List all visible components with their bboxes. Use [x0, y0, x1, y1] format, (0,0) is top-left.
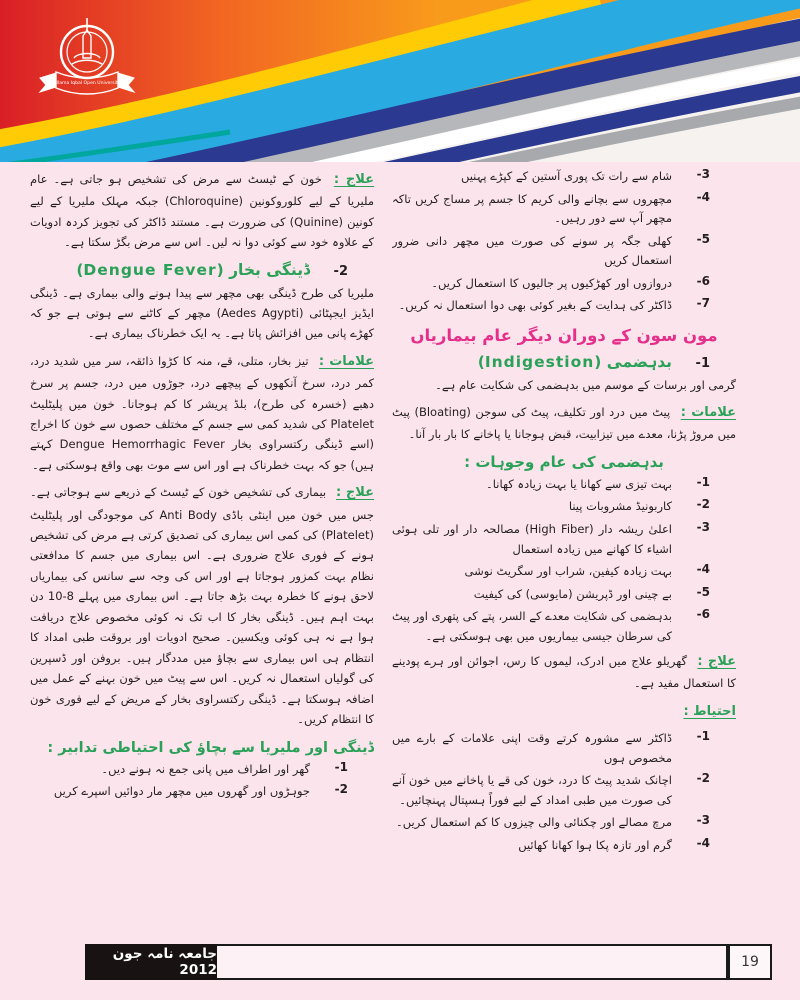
- caution-item: [392, 729, 736, 768]
- item-number: -3: [696, 813, 710, 828]
- item-text: گرم اور تازہ پکا ہوا کھانا کھائیں: [518, 837, 672, 852]
- item-text: جوہڑوں اور گھروں میں مچھر مار دوائیں اسپرے کریں: [53, 784, 310, 799]
- caution-item: [392, 771, 736, 810]
- item-number: -3: [696, 519, 710, 534]
- dengue-treatment-paragraph: [30, 481, 374, 729]
- item-number: -5: [696, 584, 710, 599]
- footer-rule-bar: [217, 944, 728, 980]
- item-text: ڈاکٹر کی ہدایت کے بغیر کوئی بھی دوا استعمال نہ کریں۔: [398, 298, 672, 313]
- footer-title-box: جامعہ نامہ جون 2012: [85, 944, 217, 980]
- indigestion-heading-row: [392, 353, 736, 371]
- header-wave-art: [0, 0, 800, 162]
- caution-label: احتیاط :: [683, 703, 736, 719]
- item-number: -4: [696, 189, 710, 204]
- dengue-intro-paragraph: ملیریا کی طرح ڈینگی بھی مچھر سے پیدا ہونے والی بیماری ہے۔ ڈینگی ایڈیز ایجپٹائی (Aedes Agypti) مچھر کے کاٹنے سے ہوتی ہے جو کہ کھڑے پانی میں افزائش پاتا ہے۔ یہ ایک خطرناک بیماری ہے۔: [30, 285, 374, 341]
- item-number: -5: [696, 231, 710, 246]
- indigestion-treatment-text: گھریلو علاج میں ادرک، لیموں کا رس، اجوائن اور ہرے پودینے کا استعمال مفید ہے۔: [392, 654, 736, 691]
- item-number: -2: [334, 782, 348, 797]
- cause-item: [392, 520, 736, 559]
- indigestion-intro-paragraph: گرمی اور برسات کے موسم میں بدہضمی کی شکایت عام ہے۔: [435, 377, 736, 392]
- prevention-item: [30, 760, 374, 780]
- indigestion-heading: [478, 353, 672, 371]
- item-number: -7: [696, 296, 710, 311]
- item-text: اچانک شدید پیٹ کا درد، خون کی قے یا پاخانے میں خون آنے کی صورت میں طبی امداد کے لیے فوراً ہسپتال پہنچائیں۔: [392, 773, 672, 807]
- item-text: کھلی جگہ پر سونے کی صورت میں مچھر دانی ضرور استعمال کریں: [392, 233, 672, 268]
- logo-banner-text: Allama Iqbal Open University: [53, 81, 121, 86]
- caution-item: [392, 836, 736, 856]
- cause-item: [392, 475, 736, 495]
- item-text: ڈاکٹر سے مشورہ کرتے وقت اپنی علامات کے بارے میں مخصوص ہوں: [392, 730, 672, 765]
- item-number: -1: [696, 474, 710, 489]
- article-body: [28, 164, 772, 938]
- caution-item: [392, 813, 736, 833]
- malaria-treatment-text: خون کے ٹیسٹ سے مرض کی تشخیص ہو جاتی ہے۔ عام ملیریا کے لیے کلوروکونین (Chloroquine) جبکہ مہلک ملیریا کے لیے کونین (Quinine) کی ضرورت ہے۔ مستند ڈاکٹر کی تجویز کردہ ادویات کے علاوہ خود سے کوئی دوا نہ لیں۔ اس سے مرض بگڑ سکتا ہے۔: [30, 172, 374, 250]
- item-text: گھر اور اطراف میں پانی جمع نہ ہونے دیں۔: [101, 761, 310, 776]
- item-text: بہت زیادہ کیفین، شراب اور سگریٹ نوشی: [464, 564, 672, 579]
- page-footer: [85, 944, 772, 980]
- malaria-precaution-item: [392, 190, 736, 229]
- column-left: [392, 164, 772, 938]
- dengue-symptoms-text: تیز بخار، متلی، قے، منہ کا کڑوا ذائقہ، سر میں شدید درد، کمر درد، سرخ آنکھوں کے پیچھے درد، جوڑوں میں درد، جسم پر سرخ دھبے (خسرہ کی طرح)، بلڈ پریشر کا کم ہوجانا۔ خون میں پلیٹلیٹ Platelet کی شدید کمی سے جسم کے مختلف حصوں سے خون کا اخراج (اسے ڈینگی رکتسراوی بخار Dengue Hemorrhagic Fever کہتے ہیں) جو کہ بہت خطرناک ہے اور اس سے موت بھی واقع ہوسکتی ہے۔: [30, 353, 374, 472]
- item-text: شام سے رات تک پوری آستین کے کپڑے پہنیں: [460, 169, 672, 183]
- treatment-label: علاج :: [333, 172, 374, 187]
- malaria-precaution-item: [392, 167, 736, 187]
- item-number: -2: [696, 497, 710, 512]
- item-number: -1: [696, 728, 710, 743]
- symptoms-label: علامات :: [318, 353, 374, 369]
- cause-item: [392, 585, 736, 605]
- item-number: -3: [696, 167, 710, 181]
- malaria-precaution-item: [392, 274, 736, 294]
- item-number: -6: [696, 607, 710, 622]
- indigestion-symptoms-text: پیٹ میں درد اور تکلیف، پیٹ کی سوجن (Bloating) پیٹ میں مروڑ پڑنا، معدے میں تیزابیت، قبض ہوجانا یا پاخانے کا بار بار آنا۔: [392, 405, 736, 442]
- item-text: اعلیٰ ریشہ دار (High Fiber) مصالحہ دار اور تلی ہوئی اشیاء کا کھانے میں زیادہ استعمال: [392, 521, 672, 556]
- item-text: بے چینی اور ڈپریشن (مایوسی) کی کیفیت: [473, 586, 672, 601]
- indigestion-treatment-paragraph: [392, 650, 736, 694]
- caution-heading-paragraph: [392, 700, 736, 723]
- item-text: مرچ مصالے اور چکنائی والی چیزوں کا کم استعمال کریں۔: [396, 815, 672, 830]
- dengue-heading-row: [30, 261, 374, 279]
- item-number: -4: [696, 562, 710, 577]
- dengue-symptoms-paragraph: [30, 350, 374, 475]
- item-text: بدہضمی کی شکایت معدے کے السر، پتے کی پتھری اور پیٹ کی سرطان جیسی بیماریوں میں بھی ہوسکتی ہے۔: [392, 609, 672, 643]
- symptoms-label: علامات :: [680, 405, 736, 421]
- item-text: کاربونیڈ مشروبات پینا: [568, 499, 672, 514]
- prevention-heading: ڈینگی اور ملیریا سے بچاؤ کی احتیاطی تدابیر :: [47, 739, 374, 756]
- indigestion-symptoms-paragraph: [392, 401, 736, 445]
- item-text: بہت تیزی سے کھانا یا بہت زیادہ کھانا۔: [486, 476, 672, 491]
- item-text: مچھروں سے بچانے والی کریم کا جسم پر مساج کریں تاکہ مچھر آپ سے دور رہیں۔: [392, 191, 672, 226]
- treatment-label: علاج :: [335, 485, 374, 501]
- item-text: دروازوں اور کھڑکیوں پر جالیوں کا استعمال کریں۔: [431, 275, 672, 290]
- malaria-precaution-item: [392, 232, 736, 271]
- cause-item: [392, 497, 736, 517]
- item-number: -1: [334, 759, 348, 774]
- page-header-banner: [0, 0, 800, 162]
- indigestion-item-number: -1: [695, 355, 710, 371]
- dengue-heading: [76, 261, 310, 279]
- indigestion-title-urdu: بدہضمی: [606, 352, 672, 371]
- dengue-item-number: -2: [333, 263, 348, 279]
- dengue-title-urdu: ڈینگی بخار: [229, 260, 310, 279]
- prevention-item: [30, 782, 374, 802]
- malaria-precaution-item: [392, 296, 736, 316]
- monsoon-diseases-heading: مون سون کے دوران دیگر عام بیماریاں: [410, 325, 718, 345]
- indigestion-title-english: (Indigestion): [477, 352, 602, 371]
- item-number: -6: [696, 273, 710, 288]
- indigestion-causes-heading: بدہضمی کی عام وجوہات :: [464, 452, 664, 471]
- page-number: 19: [728, 944, 772, 980]
- item-number: -4: [696, 835, 710, 850]
- item-number: -2: [696, 771, 710, 786]
- malaria-treatment-paragraph: [30, 168, 374, 253]
- cause-item: [392, 562, 736, 582]
- column-right: [28, 164, 374, 938]
- dengue-title-english: (Dengue Fever): [76, 260, 224, 279]
- cause-item: [392, 607, 736, 646]
- treatment-label: علاج :: [697, 654, 736, 670]
- dengue-treatment-text: بیماری کی تشخیص خون کے ٹیسٹ کے ذریعے سے ہوجاتی ہے۔ جس میں خون میں اینٹی باڈی Anti Body کی موجودگی اور پلیٹلیٹ (Platelet) کی کمی اس بیماری کی تصدیق کرتی ہے مرض کی تشخیص ہونے کے فوری علاج ضروری ہے۔ اس بیماری میں جسم کا مدافعتی نظام بہت کمزور ہوجاتا ہے اور اس کی وجہ سے سانس کی بیماریاں لاحق ہونے کا خطرہ بہت بڑھ جاتا ہے۔ اس بیماری میں پہلے 8-10 دن بہت اہم ہیں۔ ڈینگی بخار کا اب تک نہ کوئی مخصوص علاج دریافت ہوا ہے نہ ہی کوئی ویکسین۔ صحیح ادویات اور بروقت طبی امداد کا انتظام ہی اس بیماری سے بچاؤ میں مددگار ہیں۔ بروفن اور ڈسپرین کی گولیاں استعمال نہ کریں۔ اس سے پیٹ میں خون بہنے کے عمل میں اضافہ ہوسکتا ہے۔ ڈینگی رکتسراوی بخار کے مریض کے لیے فوری خون کا انتظام کریں۔: [30, 485, 374, 727]
